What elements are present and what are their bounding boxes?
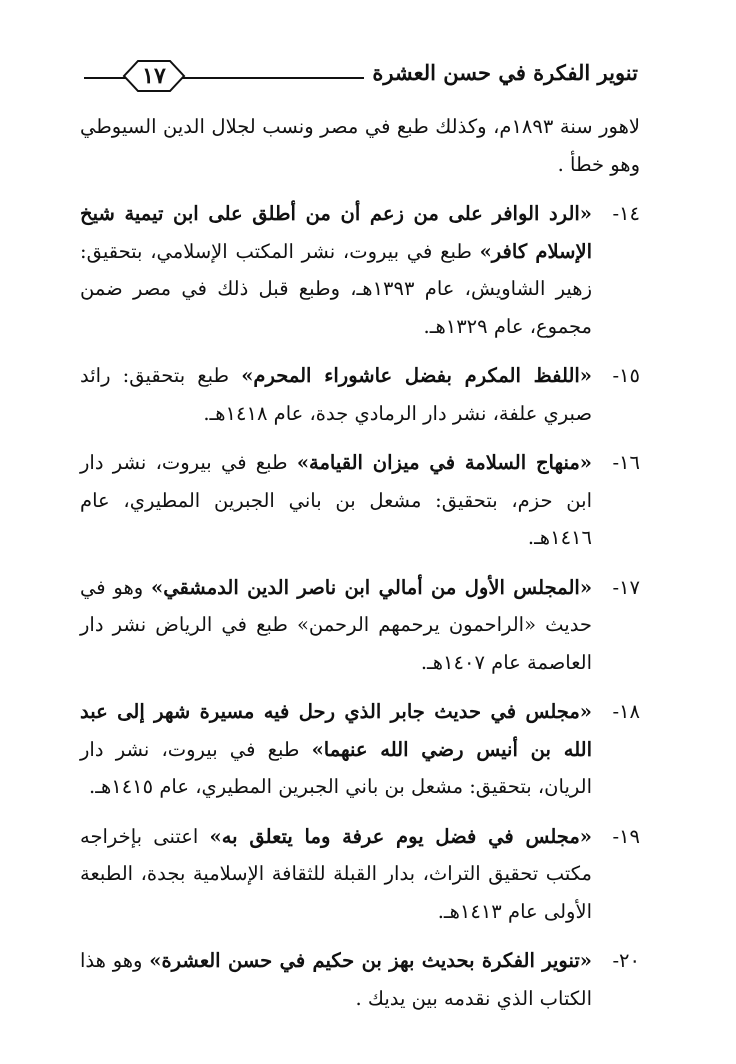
page-header	[84, 56, 638, 96]
page-number: ١٧	[142, 63, 166, 89]
list-item	[80, 693, 640, 806]
entry-number: ١٦-	[612, 451, 640, 474]
entry-title: «مجلس في حديث جابر الذي رحل فيه مسيرة شهر إلى عبد الله بن أنيس رضي الله عنهما»	[80, 700, 593, 761]
entry-text: طبع بتحقيق: رائد صبري علفة، نشر دار الرمادي جدة، عام ١٤١٨هـ.	[80, 364, 592, 425]
entry-title: «تنوير الفكرة بحديث بهز بن حكيم في حسن العشرة»	[149, 949, 592, 972]
list-item	[80, 818, 640, 931]
entry-title: «المجلس الأول من أمالي ابن ناصر الدين الدمشقي»	[151, 575, 593, 599]
list-item	[80, 569, 640, 682]
list-item	[80, 444, 640, 557]
list-item	[80, 357, 640, 432]
entry-number: ١٨-	[612, 700, 640, 723]
entry-text: وهو هذا الكتاب الذي نقدمه بين يديك .	[80, 949, 592, 1010]
entry-text: اعتنى بإخراجه مكتب تحقيق التراث، بدار القبلة للثقافة الإسلامية بجدة، الطبعة الأولى عام ١٤١٣هـ.	[80, 824, 592, 923]
list-item	[80, 942, 640, 1017]
running-title: تنوير الفكرة في حسن العشرة	[364, 56, 638, 90]
entry-number: ١٩-	[612, 824, 640, 848]
entry-number: ١٥-	[612, 364, 640, 387]
page-body	[80, 108, 640, 1029]
entry-text: وهو في حديث «الراحمون يرحمهم الرحمن» طبع في الرياض نشر دار العاصمة عام ١٤٠٧هـ.	[80, 575, 592, 674]
entry-number: ١٤-	[612, 202, 640, 225]
entry-title: «منهاج السلامة في ميزان القيامة»	[296, 451, 592, 474]
list-item	[80, 195, 640, 345]
page-number-badge	[122, 59, 186, 93]
entry-title: «مجلس في فضل يوم عرفة وما يتعلق به»	[209, 824, 592, 848]
entry-text: طبع في بيروت، نشر دار ابن حزم، بتحقيق: مشعل بن باني الجبرين المطيري، عام ١٤١٦هـ.	[80, 451, 592, 549]
entry-text: طبع في بيروت، نشر المكتب الإسلامي، بتحقيق: زهير الشاويش، عام ١٣٩٣هـ، وطبع قبل ذلك في مصر ضمن مجموع، عام ١٣٢٩هـ.	[80, 239, 592, 338]
entry-title: «اللفظ المكرم بفضل عاشوراء المحرم»	[241, 364, 592, 387]
entry-text: طبع في بيروت، نشر دار الريان، بتحقيق: مشعل بن باني الجبرين المطيري، عام ١٤١٥هـ.	[80, 737, 592, 798]
entry-number: ٢٠-	[612, 949, 640, 972]
entry-title: «الرد الوافر على من زعم أن من أطلق على ابن تيمية شيخ الإسلام كافر»	[80, 202, 593, 263]
intro-paragraph: لاهور سنة ١٨٩٣م، وكذلك طبع في مصر ونسب لجلال الدين السيوطي وهو خطأ .	[80, 115, 640, 176]
entry-number: ١٧-	[612, 575, 640, 599]
